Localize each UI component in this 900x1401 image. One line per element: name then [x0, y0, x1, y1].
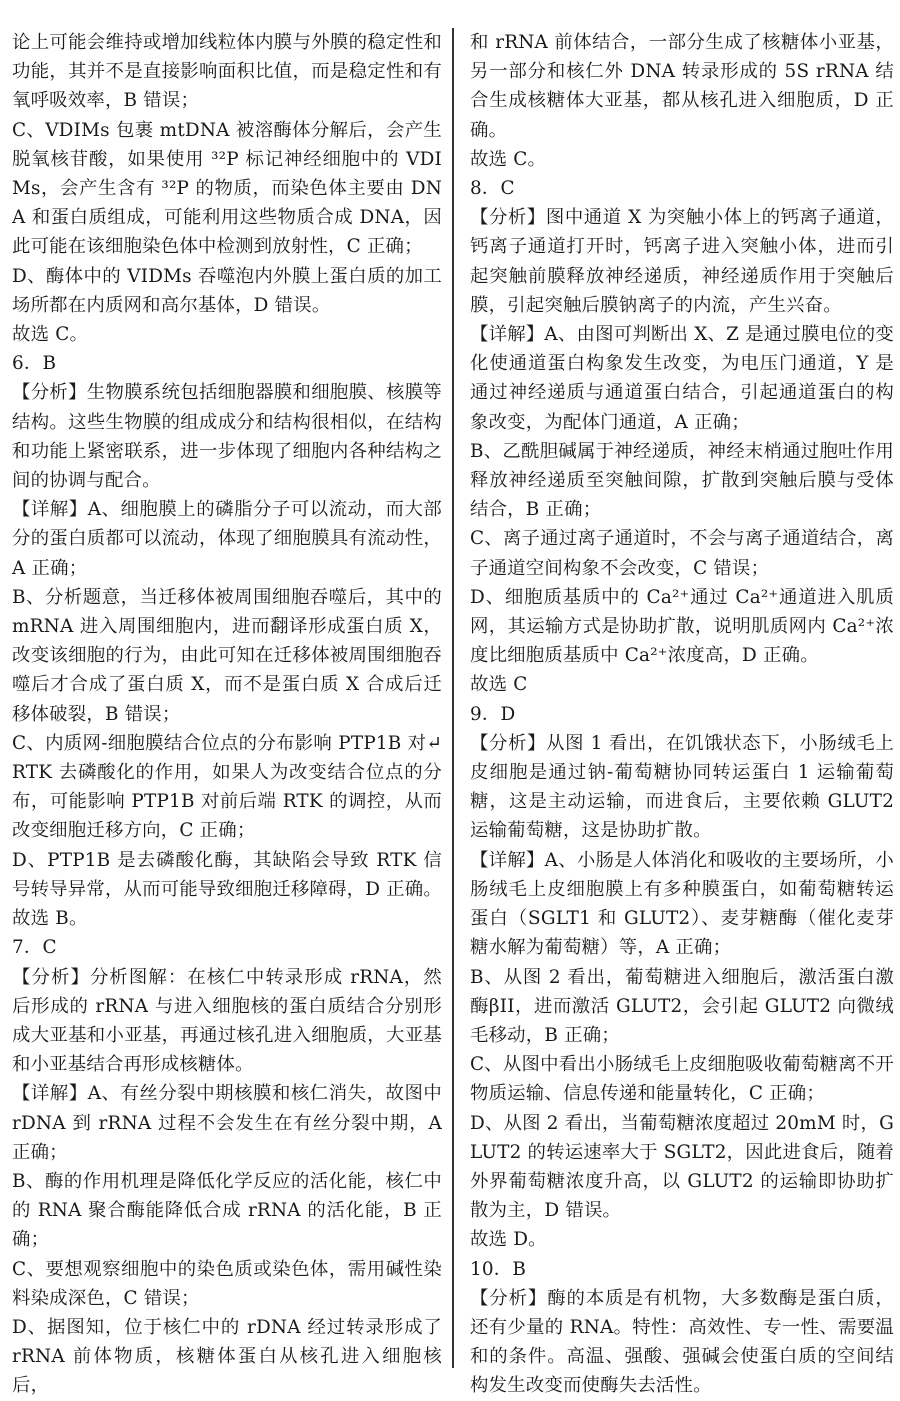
left-column: [12, 28, 442, 1401]
question-number: 6．B: [12, 353, 57, 375]
paragraph: 【详解】A、有丝分裂中期核膜和核仁消失，故图中 rDNA 到 rRNA 过程不会发生在有丝分裂中期，A 正确；: [12, 1083, 442, 1163]
paragraph: 故选 B。: [12, 908, 88, 930]
paragraph: 【分析】生物膜系统包括细胞器膜和细胞膜、核膜等结构。这些生物膜的组成成分和结构很相似，在结构和功能上紧密联系，进一步体现了细胞内各种结构之间的协调与配合。: [12, 382, 442, 492]
paragraph: 【分析】分析图解：在核仁中转录形成 rRNA，然后形成的 rRNA 与进入细胞核的蛋白质结合分别形成大亚基和小亚基，再通过核孔进入细胞质，大亚基和小亚基结合再形成核糖体。: [12, 966, 442, 1076]
paragraph: 【详解】A、由图可判断出 X、Z 是通过膜电位的变化使通道蛋白构象发生改变，为电压门通道，Y 是通过神经递质与通道蛋白结合，引起通道蛋白的构象改变，为配体门通道，A 正确；: [470, 324, 894, 433]
paragraph: 故选 C: [470, 674, 528, 696]
paragraph: 【详解】A、小肠是人体消化和吸收的主要场所，小肠绒毛上皮细胞膜上有多种膜蛋白，如葡萄糖转运蛋白（SGLT1 和 GLUT2）、麦芽糖酶（催化麦芽糖水解为葡萄糖）等，A 正确；: [470, 849, 894, 959]
paragraph: 【分析】图中通道 X 为突触小体上的钙离子通道，钙离子通道打开时，钙离子进入突触小体，进而引起突触前膜释放神经递质，神经递质作用于突触后膜，引起突触后膜钠离子的内流，产生兴奋。: [470, 207, 894, 316]
paragraph: C、从图中看出小肠绒毛上皮细胞吸收葡萄糖离不开物质运输、信息传递和能量转化，C 正确；: [470, 1054, 894, 1105]
paragraph: 故选 C。: [12, 324, 89, 346]
paragraph: B、从图 2 看出，葡萄糖进入细胞后，激活蛋白激酶βII，进而激活 GLUT2，会引起 GLUT2 向微绒毛移动，B 正确；: [470, 966, 894, 1046]
paragraph: D、PTP1B 是去磷酸化酶，其缺陷会导致 RTK 信号转导异常，从而可能导致细胞迁移障碍，D 正确。: [12, 849, 442, 900]
paragraph: B、乙酰胆碱属于神经递质，神经末梢通过胞吐作用释放神经递质至突触间隙，扩散到突触后膜与受体结合，B 正确；: [470, 440, 894, 521]
paragraph: 【分析】酶的本质是有机物，大多数酶是蛋白质，还有少量的 RNA。特性：高效性、专一性、需要温和的条件。高温、强酸、强碱会使蛋白质的空间结构发生改变而使酶失去活性。: [470, 1287, 894, 1397]
paragraph: C、离子通过离子通道时，不会与离子通道结合，离子通道空间构象不会改变，C 错误；: [470, 528, 894, 579]
paragraph: 故选 D。: [470, 1229, 547, 1251]
paragraph: D、从图 2 看出，当葡萄糖浓度超过 20mM 时，GLUT2 的转运速率大于 SGLT2，因此进食后，随着外界葡萄糖浓度升高，以 GLUT2 的运输即协助扩散为主，D 错误。: [470, 1112, 894, 1222]
question-number: 7．C: [12, 937, 57, 959]
question-number: 8．C: [470, 178, 515, 200]
paragraph: B、酶的作用机理是降低化学反应的活化能，核仁中的 RNA 聚合酶能降低合成 rRNA 的活化能，B 正确；: [12, 1170, 442, 1251]
paragraph: C、内质网-细胞膜结合位点的分布影响 PTP1B 对↵RTK 去磷酸化的作用，如果人为改变结合位点的分布，可能影响 PTP1B 对前后端 RTK 的调控，从而改变细胞迁移方向，C 正确；: [12, 732, 442, 842]
paragraph: 和 rRNA 前体结合，一部分生成了核糖体小亚基，另一部分和核仁外 DNA 转录形成的 5S rRNA 结合生成核糖体大亚基，都从核孔进入细胞质，D 正确。: [470, 32, 894, 141]
paragraph: 论上可能会维持或增加线粒体内膜与外膜的稳定性和功能，其并不是直接影响面积比值，而是稳定性和有氧呼吸效率，B 错误；: [12, 32, 442, 112]
paragraph: B、分析题意，当迁移体被周围细胞吞噬后，其中的 mRNA 进入周围细胞内，进而翻译形成蛋白质 X，改变该细胞的行为，由此可知在迁移体被周围细胞吞噬后才合成了蛋白质 X，而不是蛋白质 X 合成后迁移体破裂，B 错误；: [12, 586, 442, 725]
question-number: 9．D: [470, 703, 516, 725]
paragraph: C、VDIMs 包裹 mtDNA 被溶酶体分解后，会产生脱氧核苷酸，如果使用 ³²P 标记神经细胞中的 VDIMs，会产生含有 ³²P 的物质，而染色体主要由 DNA 和蛋白质组成，可能利用这些物质合成 DNA，因此可能在该细胞染色体中检测到放射性，C 正确；: [12, 119, 442, 258]
paragraph: 【详解】A、细胞膜上的磷脂分子可以流动，而大部分的蛋白质都可以流动，体现了细胞膜具有流动性，A 正确；: [12, 499, 442, 579]
paragraph: D、细胞质基质中的 Ca²⁺通过 Ca²⁺通道进入肌质网，其运输方式是协助扩散，说明肌质网内 Ca²⁺浓度比细胞质基质中 Ca²⁺浓度高，D 正确。: [470, 586, 894, 667]
paragraph: D、据图知，位于核仁中的 rDNA 经过转录形成了 rRNA 前体物质，核糖体蛋白从核孔进入细胞核后，: [12, 1316, 442, 1397]
paragraph: 故选 C。: [470, 148, 547, 170]
column-divider: [452, 28, 454, 1368]
right-column: [470, 28, 894, 1401]
paragraph: D、酶体中的 VIDMs 吞噬泡内外膜上蛋白质的加工场所都在内质网和高尔基体，D 错误。: [12, 265, 442, 316]
paragraph: C、要想观察细胞中的染色质或染色体，需用碱性染料染成深色，C 错误；: [12, 1258, 442, 1309]
paragraph: 【分析】从图 1 看出，在饥饿状态下，小肠绒毛上皮细胞是通过钠-葡萄糖协同转运蛋白 1 运输葡萄糖，这是主动运输，而进食后，主要依赖 GLUT2 运输葡萄糖，这是协助扩散。: [470, 732, 894, 842]
question-number: 10．B: [470, 1258, 527, 1280]
